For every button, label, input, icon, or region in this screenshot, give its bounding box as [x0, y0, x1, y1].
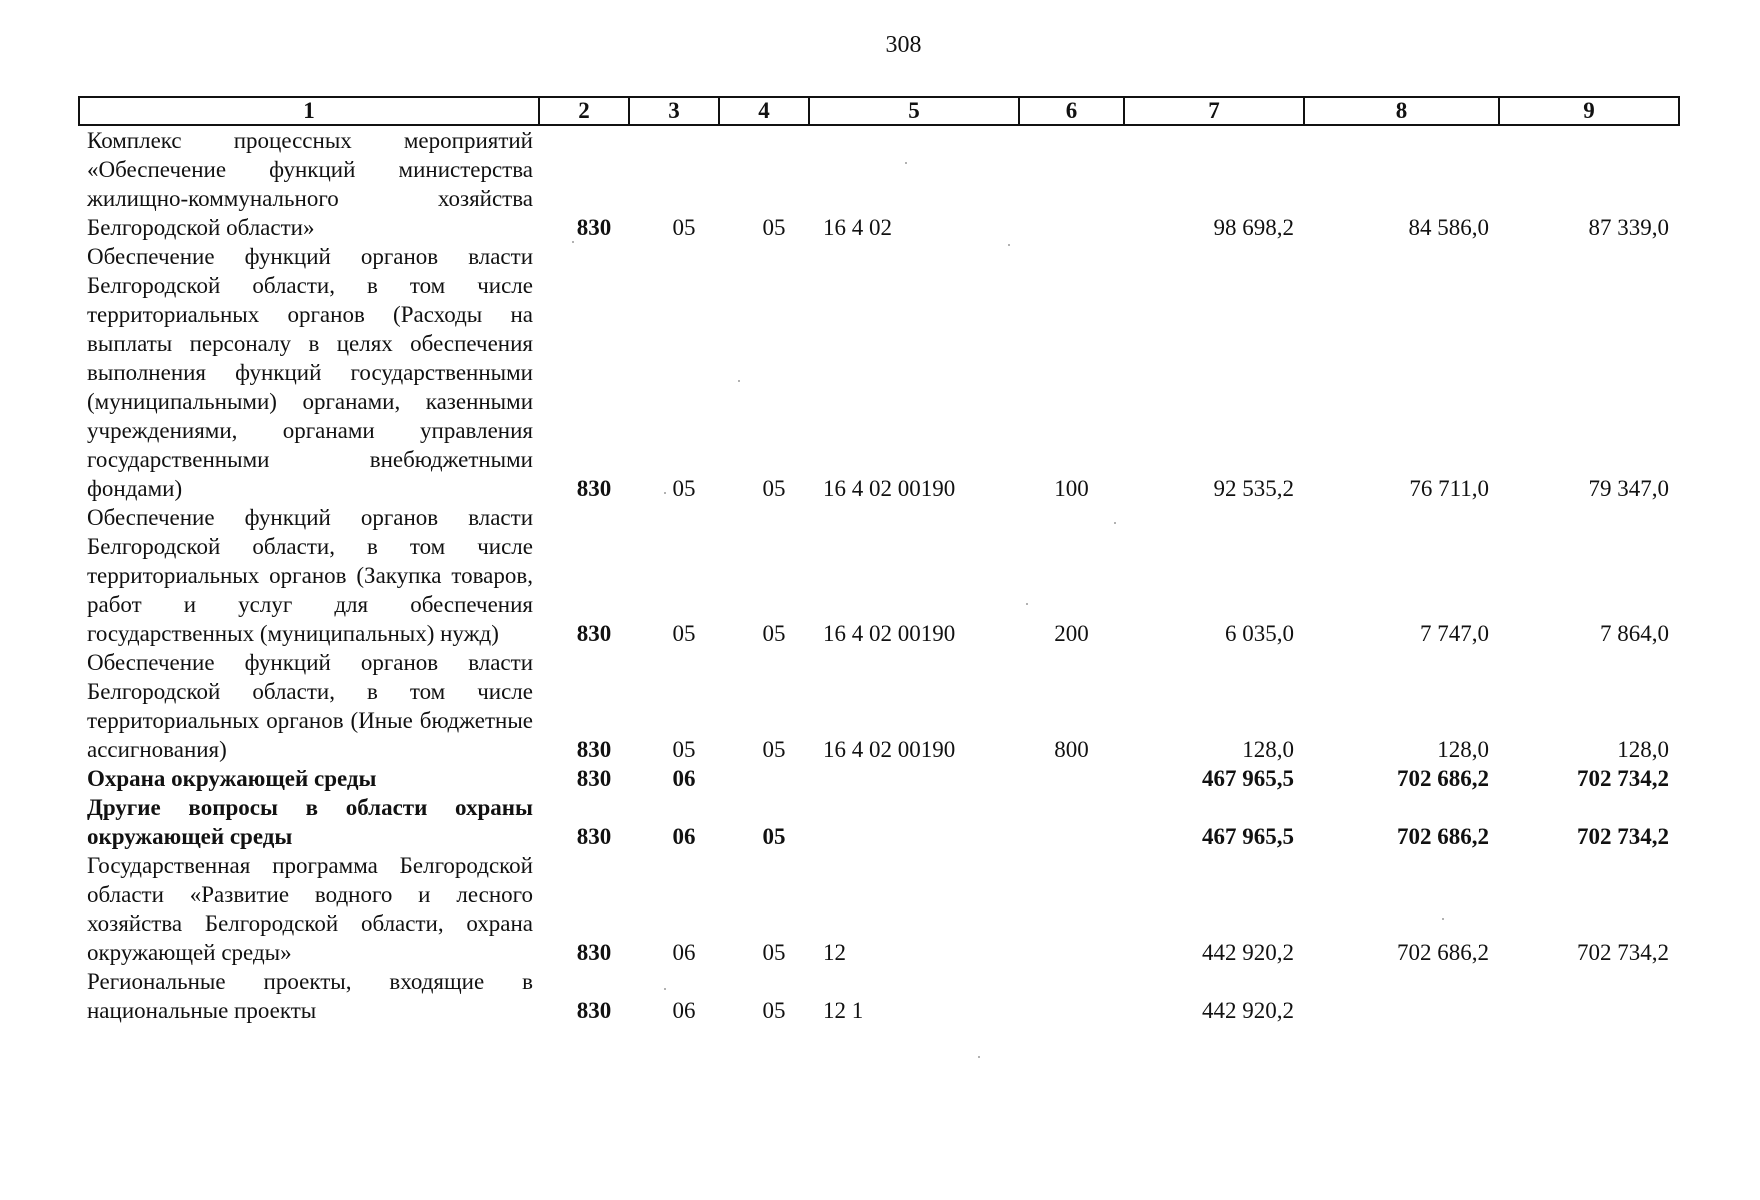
code-target-item: 16 4 02 00190 [823, 737, 956, 762]
column-header: 6 [1019, 97, 1124, 125]
item-name [79, 125, 539, 242]
column-header: 9 [1499, 97, 1679, 125]
item-name-text: Другие вопросы в области охраны окружающей среды [87, 795, 533, 849]
column-header: 3 [629, 97, 719, 125]
amount-year-1: 467 965,5 [1202, 824, 1294, 849]
scan-speck [1026, 603, 1028, 605]
code-subsection: 05 [762, 737, 786, 762]
item-name [79, 967, 539, 1025]
code-target-item [809, 793, 1019, 851]
code-subsection: 05 [762, 215, 786, 240]
amount-year-1: 98 698,2 [1213, 215, 1294, 240]
amount-year-1: 92 535,2 [1213, 476, 1294, 501]
amount-year-1: 6 035,0 [1225, 621, 1294, 646]
scan-speck [664, 492, 666, 494]
item-name-text: Региональные проекты, входящие в национальные проекты [87, 969, 533, 1023]
amount-year-2: 702 686,2 [1397, 766, 1489, 791]
amount-year-1: 128,0 [1242, 737, 1294, 762]
table-row [79, 967, 1679, 1025]
code-expense-type [1019, 851, 1124, 967]
code-section: 05 [672, 215, 696, 240]
scan-speck [664, 988, 666, 990]
code-expense-type: 800 [1054, 737, 1089, 762]
item-name-text: Государственная программа Белгородской области «Развитие водного и лесного хозяйства Белгородской области, охрана окружающей среды» [87, 853, 533, 965]
item-name-text: Комплекс процессных мероприятий «Обеспечение функций министерства жилищно-коммунального хозяйства Белгородской области» [87, 128, 533, 240]
amount-year-3: 128,0 [1617, 737, 1669, 762]
amount-year-2 [1304, 967, 1499, 1025]
amount-year-3: 7 864,0 [1600, 621, 1669, 646]
table-row [79, 125, 1679, 242]
code-ministry: 830 [576, 766, 612, 791]
amount-year-3: 79 347,0 [1588, 476, 1669, 501]
item-name-text: Обеспечение функций органов власти Белгородской области, в том числе территориальных органов (Расходы на выплаты персоналу в целях обеспечения выполнения функций государственными (муниципальными) органами, казенными учреждениями, органами управления государственными внебюджетными фондами) [87, 244, 533, 501]
code-expense-type: 200 [1054, 621, 1089, 646]
item-name [79, 648, 539, 764]
scan-speck [978, 1056, 980, 1058]
scan-speck [1008, 244, 1010, 246]
item-name-text: Обеспечение функций органов власти Белгородской области, в том числе территориальных органов (Закупка товаров, работ и услуг для обеспечения государственных (муниципальных) нужд) [87, 505, 533, 646]
column-header: 8 [1304, 97, 1499, 125]
amount-year-1: 442 920,2 [1202, 940, 1294, 965]
code-target-item: 12 1 [823, 998, 864, 1023]
code-subsection: 05 [762, 998, 786, 1023]
scan-speck [905, 162, 907, 164]
scan-speck [572, 241, 574, 243]
scan-speck [1442, 918, 1444, 920]
code-section: 06 [672, 824, 696, 849]
amount-year-2: 128,0 [1437, 737, 1489, 762]
column-header: 1 [79, 97, 539, 125]
code-expense-type [1019, 967, 1124, 1025]
code-ministry: 830 [576, 940, 612, 965]
code-ministry: 830 [576, 737, 612, 762]
item-name-text: Охрана окружающей среды [87, 766, 377, 791]
code-section: 05 [672, 476, 696, 501]
code-target-item: 16 4 02 00190 [823, 621, 956, 646]
code-subsection: 05 [762, 476, 786, 501]
amount-year-3: 702 734,2 [1577, 766, 1669, 791]
amount-year-2: 7 747,0 [1420, 621, 1489, 646]
code-section: 06 [672, 766, 696, 791]
table-row [79, 851, 1679, 967]
amount-year-3: 702 734,2 [1577, 940, 1669, 965]
table-row [79, 242, 1679, 503]
amount-year-3: 702 734,2 [1577, 824, 1669, 849]
amount-year-3 [1499, 967, 1679, 1025]
amount-year-2: 702 686,2 [1397, 940, 1489, 965]
item-name [79, 764, 539, 793]
code-target-item [809, 764, 1019, 793]
code-expense-type [1019, 125, 1124, 242]
scan-speck [738, 380, 740, 382]
amount-year-1: 467 965,5 [1202, 766, 1294, 791]
table-row [79, 648, 1679, 764]
item-name-text: Обеспечение функций органов власти Белгородской области, в том числе территориальных органов (Иные бюджетные ассигнования) [87, 650, 533, 762]
code-ministry: 830 [576, 998, 612, 1023]
column-header: 5 [809, 97, 1019, 125]
page-number: 308 [885, 32, 922, 58]
code-section: 05 [672, 621, 696, 646]
item-name [79, 503, 539, 648]
budget-table [78, 96, 1680, 1025]
code-subsection: 05 [762, 940, 786, 965]
item-name [79, 242, 539, 503]
code-subsection [719, 764, 809, 793]
code-ministry: 830 [576, 824, 612, 849]
code-subsection: 05 [762, 824, 786, 849]
code-ministry: 830 [576, 621, 612, 646]
table-row [79, 793, 1679, 851]
code-section: 06 [672, 940, 696, 965]
code-subsection: 05 [762, 621, 786, 646]
code-ministry: 830 [576, 215, 612, 240]
scan-speck [1114, 522, 1116, 524]
code-section: 05 [672, 737, 696, 762]
table-row [79, 764, 1679, 793]
code-target-item: 12 [823, 940, 846, 965]
code-section: 06 [672, 998, 696, 1023]
amount-year-3: 87 339,0 [1588, 215, 1669, 240]
amount-year-1: 442 920,2 [1202, 998, 1294, 1023]
header-row [79, 97, 1679, 125]
code-ministry: 830 [576, 476, 612, 501]
code-target-item: 16 4 02 00190 [823, 476, 956, 501]
amount-year-2: 76 711,0 [1409, 476, 1489, 501]
amount-year-2: 702 686,2 [1397, 824, 1489, 849]
code-expense-type [1019, 793, 1124, 851]
column-header: 2 [539, 97, 629, 125]
amount-year-2: 84 586,0 [1408, 215, 1489, 240]
column-header: 4 [719, 97, 809, 125]
item-name [79, 851, 539, 967]
column-header: 7 [1124, 97, 1304, 125]
table-row [79, 503, 1679, 648]
item-name [79, 793, 539, 851]
code-expense-type [1019, 764, 1124, 793]
code-target-item: 16 4 02 [823, 215, 892, 240]
code-expense-type: 100 [1054, 476, 1089, 501]
